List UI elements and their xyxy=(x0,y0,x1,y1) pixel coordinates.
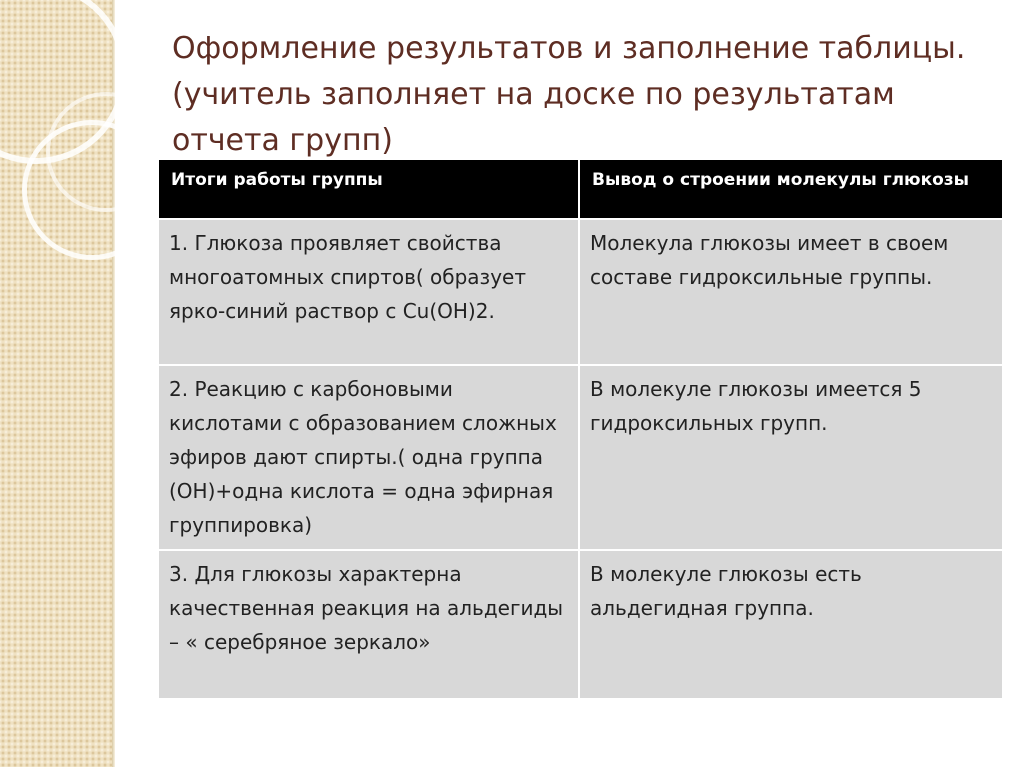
results-table xyxy=(159,160,1002,698)
slide-title: Оформление результатов и заполнение таблицы.(учитель заполняет на доске по результатам отчета групп) xyxy=(172,31,966,158)
column-header-results: Итоги работы группы xyxy=(159,160,579,219)
table-cell-conclusion: В молекуле глюкозы имеется 5 гидроксильных групп. xyxy=(579,365,1002,550)
table-cell-result: 1. Глюкоза проявляет свойства многоатомных спиртов( образует ярко-синий раствор с Cu(OH)2. xyxy=(159,219,579,365)
results-table-container xyxy=(159,160,1002,710)
table-row xyxy=(159,365,1002,550)
table-row xyxy=(159,219,1002,365)
table-cell-conclusion: Молекула глюкозы имеет в своем составе гидроксильные группы. xyxy=(579,219,1002,365)
table-cell-result: 2. Реакцию с карбоновыми кислотами с образованием сложных эфиров дают спирты.( одна группа (ОН)+одна кислота = одна эфирная группировка) xyxy=(159,365,579,550)
decorative-ring xyxy=(46,92,166,212)
table-header-row xyxy=(159,160,1002,219)
table-cell-result: 3. Для глюкозы характерна качественная реакция на альдегиды – « серебряное зеркало» xyxy=(159,550,579,698)
column-header-conclusion: Вывод о строении молекулы глюкозы xyxy=(579,160,1002,219)
table-cell-conclusion: В молекуле глюкозы есть альдегидная группа. xyxy=(579,550,1002,698)
table-row xyxy=(159,550,1002,698)
